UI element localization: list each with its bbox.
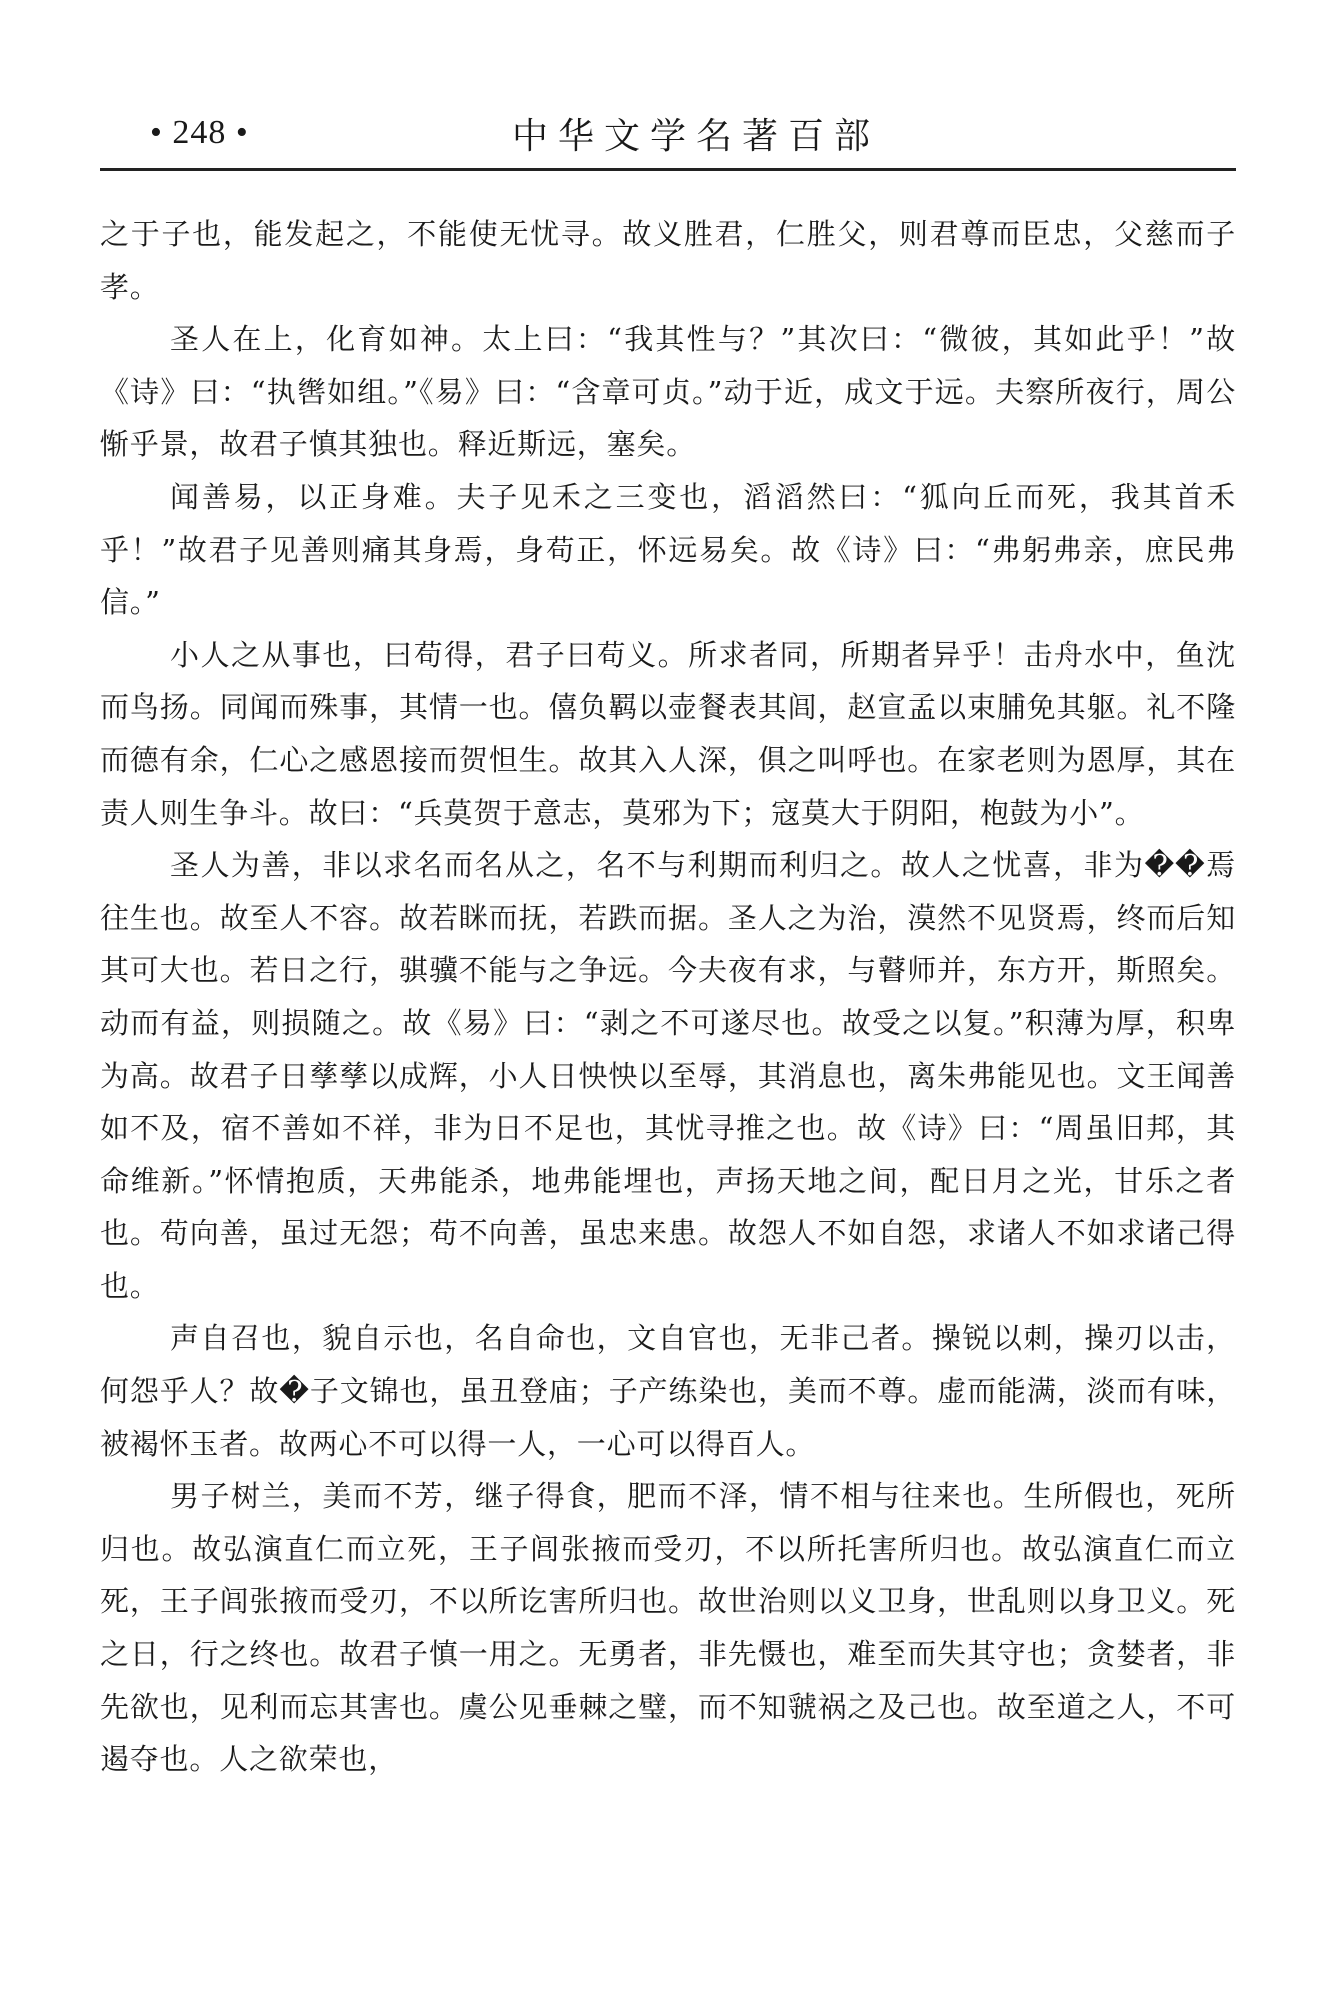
paragraph: 闻善易，以正身难。夫子见禾之三变也，滔滔然曰：“狐向丘而死，我其首禾乎！”故君子见善则痛其身焉，身苟正，怀远易矣。故《诗》曰：“弗躬弗亲，庶民弗信。” bbox=[100, 479, 1236, 620]
paragraph: 小人之从事也，曰苟得，君子曰苟义。所求者同，所期者异乎！击舟水中，鱼沈而鸟扬。同闻而殊事，其情一也。僖负羁以壶餐表其闾，赵宣孟以束脯免其躯。礼不隆而德有余，仁心之感恩接而贺怛生。故其入人深，俱之叫呼也。在家老则为恩厚，其在责人则生争斗。故曰：“兵莫贺于意志，莫邪为下；寇莫大于阴阳，枹鼓为小”。 bbox=[100, 637, 1236, 830]
paragraph: 男子树兰，美而不芳，继子得食，肥而不泽，情不相与往来也。生所假也，死所归也。故弘演直仁而立死，王子闾张掖而受刃，不以所托害所归也。故弘演直仁而立死，王子闾张掖而受刃，不以所讫害所归也。故世治则以义卫身，世乱则以身卫义。死之日，行之终也。故君子慎一用之。无勇者，非先慑也，难至而失其守也；贪婪者，非先欲也，见利而忘其害也。虞公见垂棘之璧，而不知虢祸之及己也。故至道之人，不可遏夺也。人之欲荣也， bbox=[100, 1479, 1236, 1777]
running-header bbox=[100, 108, 1236, 168]
book-title: 中华文学名著百部 bbox=[512, 116, 881, 157]
paragraph: 声自召也，貌自示也，名自命也，文自官也，无非己者。操锐以刺，操刃以击，何怨乎人？故�子文锦也，虽丑登庙；子产练染也，美而不尊。虚而能满，淡而有味，被褐怀玉者。故两心不可以得一人，一心可以得百人。 bbox=[100, 1321, 1236, 1461]
paragraph: 圣人在上，化育如神。太上曰：“我其性与？”其次曰：“微彼，其如此乎！”故《诗》曰：“执辔如组。”《易》曰：“含章可贞。”动于近，成文于远。夫察所夜行，周公惭乎景，故君子慎其独也。释近斯远，塞矣。 bbox=[100, 322, 1236, 462]
body-text bbox=[100, 208, 1236, 1786]
header-divider bbox=[100, 168, 1236, 171]
page-number: • 248 • bbox=[150, 114, 249, 151]
paragraph: 之于子也，能发起之，不能使无忧寻。故义胜君，仁胜父，则君尊而臣忠，父慈而子孝。 bbox=[100, 217, 1236, 304]
paragraph: 圣人为善，非以求名而名从之，名不与利期而利归之。故人之忧喜，非为��焉往生也。故至人不容。故若眯而抚，若跌而据。圣人之为治，漠然不见贤焉，终而后知其可大也。若日之行，骐骥不能与之争远。今夫夜有求，与瞽师并，东方开，斯照矣。动而有益，则损随之。故《易》曰：“剥之不可遂尽也。故受之以复。”积薄为厚，积卑为高。故君子日孳孳以成辉，小人日怏怏以至辱，其消息也，离朱弗能见也。文王闻善如不及，宿不善如不祥，非为日不足也，其忧寻推之也。故《诗》曰：“周虽旧邦，其命维新。”怀情抱质，天弗能杀，地弗能埋也，声扬天地之间，配日月之光，甘乐之者也。苟向善，虽过无怨；苟不向善，虽忠来患。故怨人不如自怨，求诸人不如求诸己得也。 bbox=[100, 848, 1236, 1303]
